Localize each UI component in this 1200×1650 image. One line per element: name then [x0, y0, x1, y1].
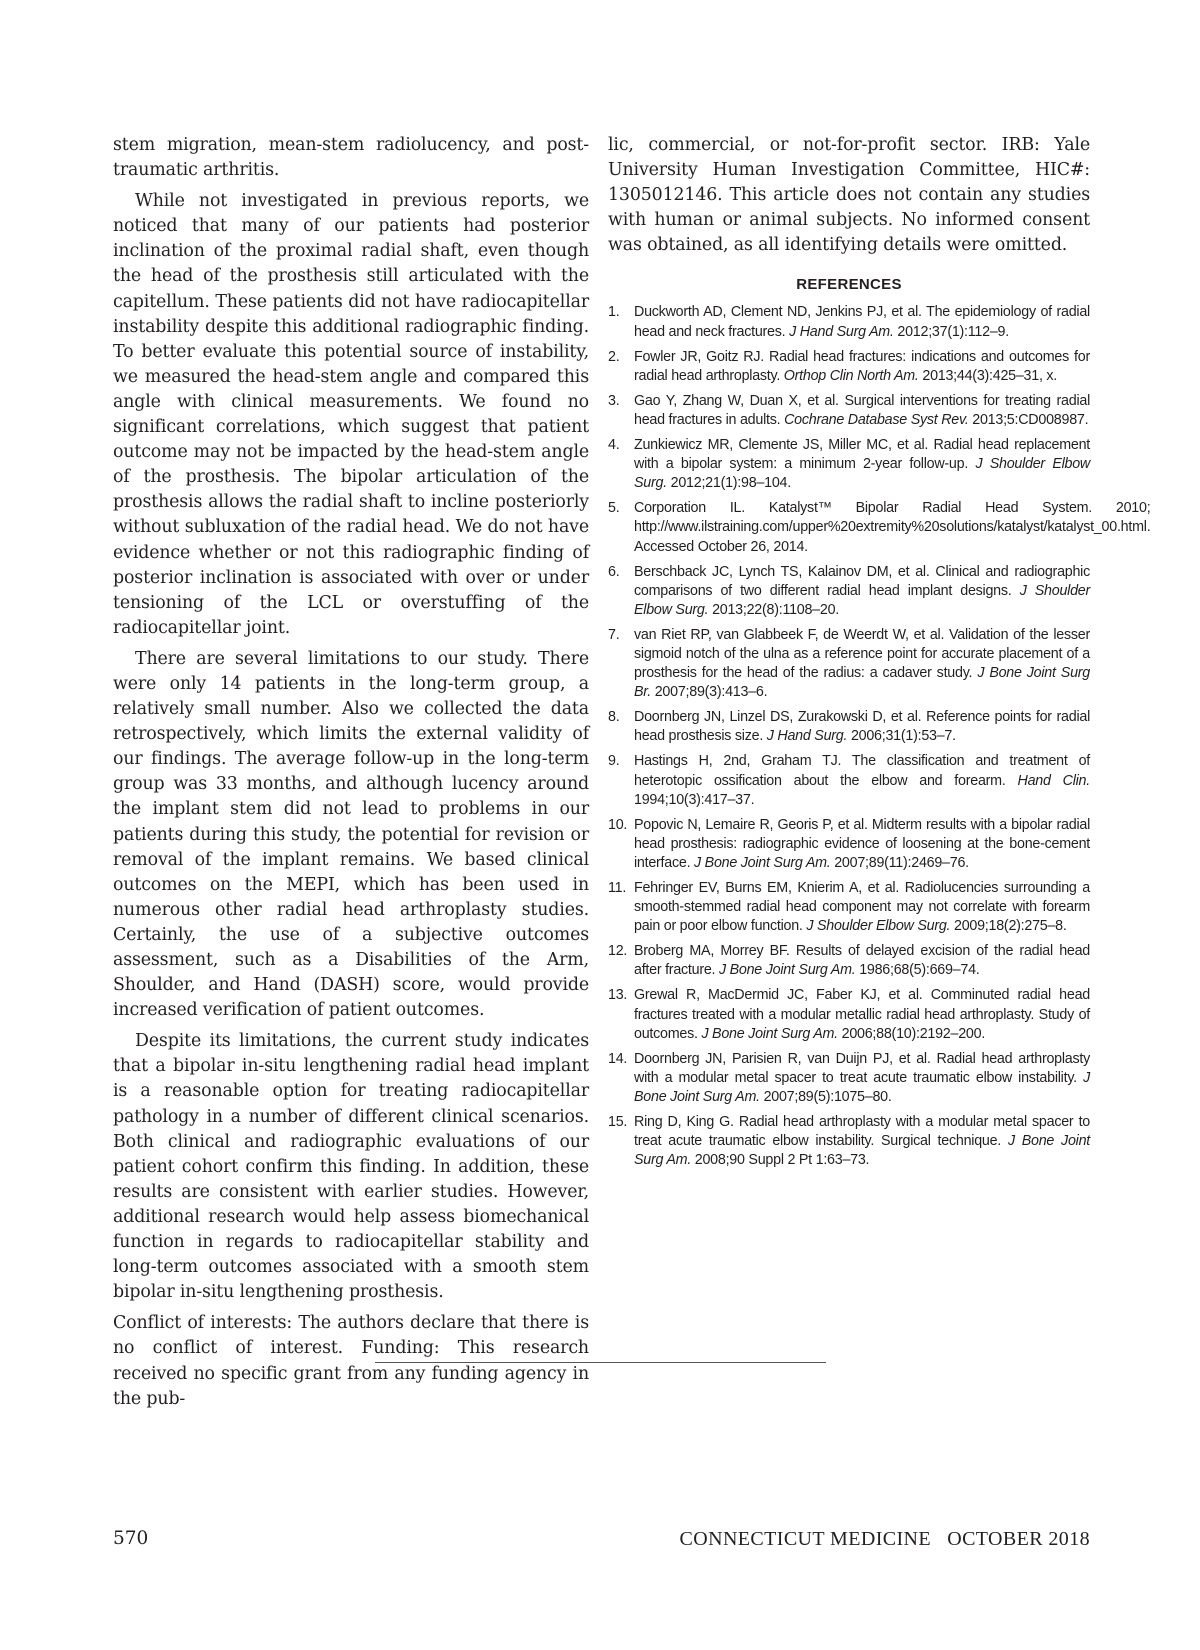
body-paragraph: While not investigated in previous reports, we noticed that many of our patients had posterior inclination of the proximal radial shaft, even though the head of the prosthesis still articulated with the capitellum. These patients did not have radiocapitellar instability despite this additional radiographic finding. To better evaluate this potential source of instability, we measured the head-stem angle and compared this angle with clinical measurements. We found no significant correlations, which suggest that patient outcome may not be impacted by the head-stem angle of the prosthesis. The bipolar articulation of the prosthesis allows the radial shaft to incline posteriorly without subluxation of the radial head. We do not have evidence whether or not this radiographic finding of posterior inclination is associated with over or under tensioning of the LCL or overstuffing of the radiocapitellar joint. [113, 191, 589, 638]
reference-item [608, 303, 1090, 341]
reference-volume: 2012;37(1):112–9. [893, 323, 1009, 340]
reference-item [608, 563, 1090, 620]
reference-text [634, 1113, 1090, 1170]
reference-volume: 2007;89(11):2469–76. [830, 854, 969, 871]
reference-number: 10. [608, 816, 628, 833]
reference-number: 7. [608, 626, 620, 643]
reference-citation: Duckworth AD, Clement ND, Jenkins PJ, et al. The epidemiology of radial head and neck fractures. [634, 304, 1090, 340]
reference-volume: 2013;44(3):425–31, x. [918, 367, 1058, 384]
reference-journal: J Hand Surg. [766, 728, 848, 745]
reference-text [634, 1050, 1090, 1107]
reference-number: 8. [608, 709, 620, 726]
page-number: 570 [113, 1528, 149, 1549]
reference-item [608, 816, 1090, 873]
reference-citation: Grewal R, MacDermid JC, Faber KJ, et al. Comminuted radial head fractures treated with a modular metallic radial head arthroplasty. Study of outcomes. [634, 987, 1090, 1042]
left-column [113, 133, 589, 1418]
reference-citation: Fehringer EV, Burns EM, Knierim A, et al. Radiolucencies surrounding a smooth-stemmed radial head component may not correlate with forearm pain or poor elbow function. [634, 880, 1090, 935]
reference-journal: J Bone Joint Surg Am. [634, 1133, 1090, 1169]
reference-citation: Berschback JC, Lynch TS, Kalainov DM, et al. Clinical and radiographic comparisons of two different radial head implant designs. [634, 563, 1090, 599]
reference-item [608, 436, 1090, 493]
reference-number: 9. [608, 753, 620, 770]
reference-text [634, 563, 1090, 620]
reference-journal: J Shoulder Elbow Surg. [634, 582, 1090, 618]
journal-footer: CONNECTICUT MEDICINE OCTOBER 2018 [679, 1528, 1090, 1550]
reference-volume: 2013;5:CD008987. [968, 411, 1089, 428]
reference-item [608, 986, 1090, 1043]
reference-number: 11. [608, 880, 627, 896]
reference-citation: Broberg MA, Morrey BF. Results of delayed excision of the radial head after fracture. [634, 943, 1090, 979]
reference-journal: J Bone Joint Surg Am. [634, 1069, 1090, 1105]
reference-volume: 2007;89(3):413–6. [651, 684, 768, 701]
references-heading: REFERENCES [796, 276, 902, 294]
reference-text [634, 392, 1090, 430]
reference-item [608, 752, 1090, 809]
reference-volume: 2006;88(10):2192–200. [837, 1025, 986, 1042]
reference-item [608, 392, 1090, 430]
reference-item [608, 1113, 1090, 1170]
reference-journal: Hand Clin. [1017, 772, 1090, 789]
reference-volume: 2006;31(1):53–7. [847, 728, 956, 745]
reference-text [634, 879, 1090, 936]
reference-number: 2. [608, 348, 620, 365]
reference-journal: J Shoulder Elbow Surg. [806, 918, 951, 935]
reference-volume: 1986;68(5):669–74. [855, 962, 980, 979]
body-paragraph: stem migration, mean-stem radiolucency, and post-traumatic arthritis. [113, 135, 589, 181]
reference-journal: J Bone Joint Surg Br. [634, 665, 1090, 701]
reference-citation: Gao Y, Zhang W, Duan X, et al. Surgical interventions for treating radial head fractures in adults. [634, 392, 1090, 428]
reference-text [634, 816, 1090, 873]
reference-number: 3. [608, 392, 620, 409]
reference-text [634, 708, 1090, 746]
section-divider [375, 1362, 826, 1363]
reference-citation: Corporation IL. Katalyst™ Bipolar Radial Head System. 2010; http://www.ilstraining.com/upper%20extremity%20solutions/katalyst/katalyst_00.html. Accessed October 26, 2014. [634, 500, 1151, 555]
reference-citation: Ring D, King G. Radial head arthroplasty with a modular metal spacer to treat acute traumatic elbow instability. Surgical technique. [634, 1114, 1090, 1150]
reference-text [634, 986, 1090, 1043]
reference-citation: Zunkiewicz MR, Clemente JS, Miller MC, et al. Radial head replacement with a bipolar system: a minimum 2-year follow-up. [634, 437, 1090, 473]
reference-item [608, 708, 1090, 746]
reference-text [634, 436, 1090, 493]
right-column [608, 133, 1151, 1176]
body-paragraph: Despite its limitations, the current study indicates that a bipolar in-situ lengthening radial head implant is a reasonable option for treating radiocapitellar pathology in a number of different clinical scenarios. Both clinical and radiographic evaluations of our patient cohort confirm this finding. In addition, these results are consistent with earlier studies. However, additional research would help assess biomechanical function in regards to radiocapitellar stability and long-term outcomes associated with a smooth stem bipolar in-situ lengthening prosthesis. [113, 1031, 589, 1303]
reference-item [608, 499, 1151, 556]
reference-number: 15. [608, 1114, 628, 1131]
reference-number: 5. [608, 500, 620, 517]
reference-citation: Popovic N, Lemaire R, Georis P, et al. Midterm results with a bipolar radial head prosthesis: radiographic evidence of loosening at the bone-cement interface. [634, 816, 1090, 871]
reference-number: 4. [608, 437, 620, 454]
conflict-statement: Conflict of interests: The authors declare that there is no conflict of interest. Funding: This research received no specific grant from any funding agency in the pub- [113, 1313, 589, 1409]
reference-journal: J Shoulder Elbow Surg. [634, 456, 1091, 492]
reference-item [608, 879, 1090, 936]
reference-item [608, 348, 1090, 386]
reference-text [634, 499, 1150, 556]
reference-volume: 2007;89(5):1075–80. [759, 1088, 892, 1105]
reference-text [634, 626, 1090, 702]
reference-volume: 1994;10(3):417–37. [634, 791, 755, 808]
funding-irb-statement: lic, commercial, or not-for-profit sector. IRB: Yale University Human Investigation Committee, HIC#: 1305012146. This article does not contain any studies with human or animal subjects. No informed consent was obtained, as all identifying details were omitted. [608, 135, 1090, 256]
references-list [608, 303, 1151, 1170]
reference-text [634, 348, 1090, 386]
reference-volume: 2013;22(8):1108–20. [708, 601, 840, 618]
reference-citation: Fowler JR, Goitz RJ. Radial head fractures: indications and outcomes for radial head arthroplasty. [634, 348, 1090, 384]
reference-journal: J Bone Joint Surg Am. [701, 1025, 838, 1042]
body-paragraph: There are several limitations to our study. There were only 14 patients in the long-term group, a relatively small number. Also we collected the data retrospectively, which limits the external validity of our findings. The average follow-up in the long-term group was 33 months, and although lucency around the implant stem did not lead to problems in our patients during this study, the potential for revision or removal of the implant remains. We based clinical outcomes on the MEPI, which has been used in numerous other radial head arthroplasty studies. Certainly, the use of a subjective outcomes assessment, such as a Disabilities of the Arm, Shoulder, and Hand (DASH) score, would provide increased verification of patient outcomes. [113, 648, 589, 1021]
reference-journal: J Bone Joint Surg Am. [694, 854, 831, 871]
reference-number: 1. [608, 304, 620, 321]
reference-number: 13. [608, 987, 628, 1004]
reference-item [608, 626, 1090, 702]
reference-item [608, 942, 1090, 980]
reference-number: 14. [608, 1050, 628, 1067]
reference-number: 6. [608, 563, 620, 580]
reference-journal: Cochrane Database Syst Rev. [784, 411, 969, 428]
reference-citation: Doornberg JN, Parisien R, van Duijn PJ, et al. Radial head arthroplasty with a modular metal spacer to treat acute traumatic elbow instability. [634, 1050, 1090, 1086]
reference-citation: van Riet RP, van Glabbeek F, de Weerdt W, et al. Validation of the lesser sigmoid notch of the ulna as a reference point for accurate placement of a prosthesis for the head of the radius: a cadaver study. [634, 626, 1090, 682]
reference-text [634, 752, 1090, 809]
reference-number: 12. [608, 943, 628, 960]
reference-volume: 2009;18(2):275–8. [950, 918, 1067, 935]
reference-citation: Hastings H, 2nd, Graham TJ. The classification and treatment of heterotopic ossification about the elbow and forearm. [634, 753, 1090, 789]
reference-text [634, 942, 1090, 980]
reference-volume: 2008;90 Suppl 2 Pt 1:63–73. [691, 1152, 870, 1169]
reference-text [634, 303, 1090, 341]
reference-volume: 2012;21(1):98–104. [666, 475, 791, 492]
reference-journal: Orthop Clin North Am. [783, 367, 919, 384]
reference-item [608, 1050, 1090, 1107]
reference-journal: J Hand Surg Am. [789, 323, 894, 340]
reference-citation: Doornberg JN, Linzel DS, Zurakowski D, et al. Reference points for radial head prosthesis size. [634, 709, 1090, 745]
reference-journal: J Bone Joint Surg Am. [719, 962, 856, 979]
